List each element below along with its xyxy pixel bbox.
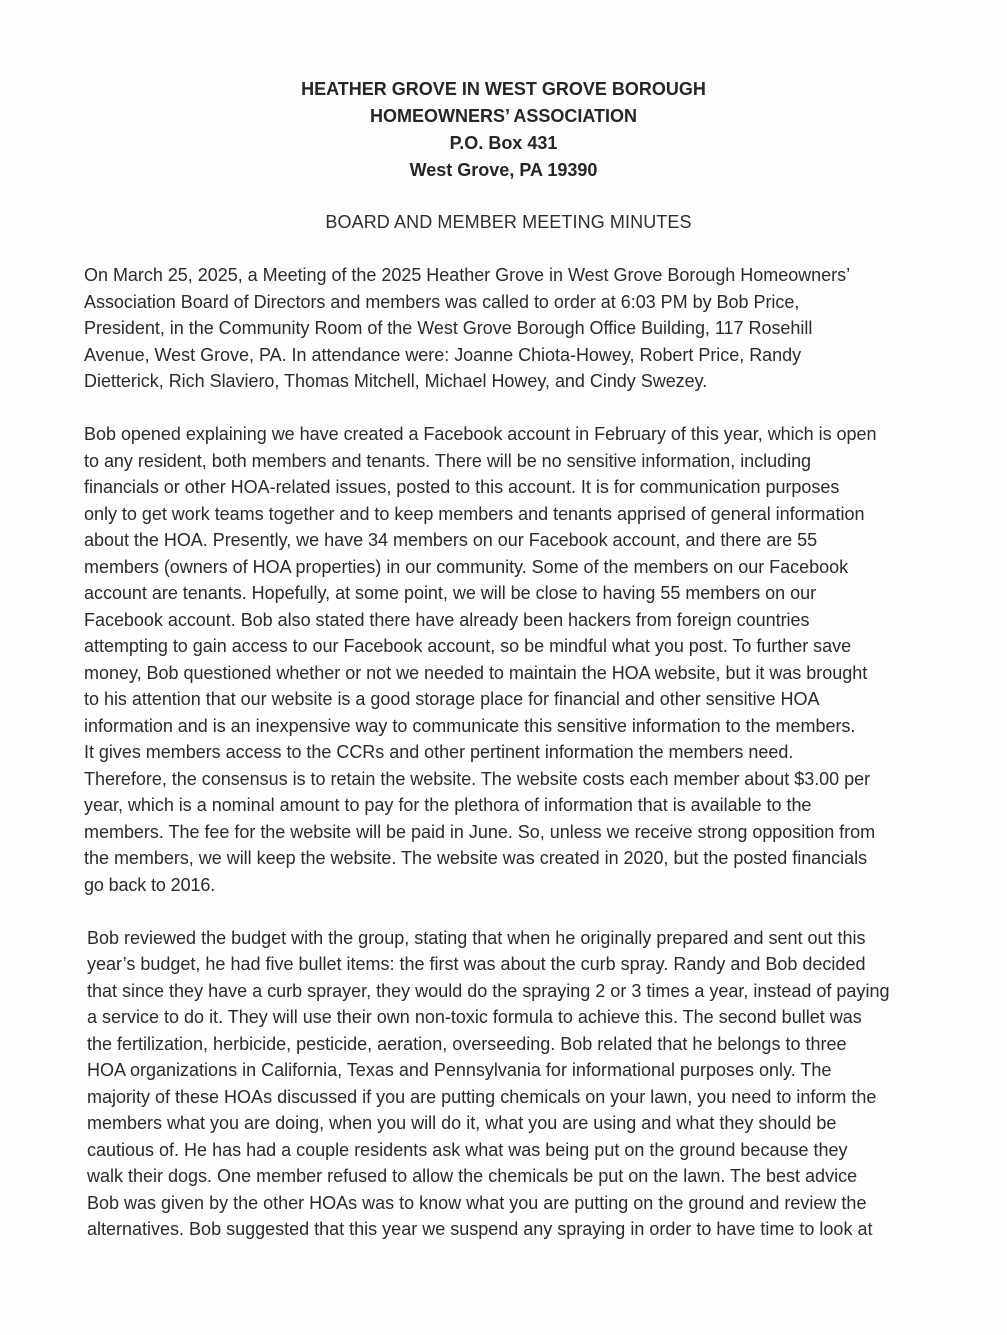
text-line: to any resident, both members and tenants. There will be no sensitive information, including xyxy=(84,450,812,471)
text-line: go back to 2016. xyxy=(84,874,216,895)
text-line: Dietterick, Rich Slaviero, Thomas Mitchell, Michael Howey, and Cindy Swezey. xyxy=(84,371,708,391)
text-line: that since they have a curb sprayer, they would do the spraying 2 or 3 times a year, instead of paying xyxy=(87,980,890,1001)
letterhead xyxy=(0,76,1007,184)
text-line: walk their dogs. One member refused to allow the chemicals be put on the lawn. The best advice xyxy=(87,1166,858,1186)
text-line: Bob reviewed the budget with the group, stating that when he originally prepared and sent out this xyxy=(87,927,866,948)
text-line: Bob opened explaining we have created a Facebook account in February of this year, which is open xyxy=(84,424,877,444)
paragraph-budget-review xyxy=(84,925,944,1243)
text-line: Avenue, West Grove, PA. In attendance were: Joanne Chiota-Howey, Robert Price, Randy xyxy=(84,344,802,365)
text-line: attempting to gain access to our Facebook account, so be mindful what you post. To further save xyxy=(84,636,852,656)
text-line: information and is an inexpensive way to communicate this sensitive information to the members. xyxy=(84,715,856,736)
association-name-line-1: HEATHER GROVE IN WEST GROVE BOROUGH xyxy=(301,79,706,99)
text-line: money, Bob questioned whether or not we needed to maintain the HOA website, but it was brought xyxy=(84,662,868,683)
text-line: financials or other HOA-related issues, posted to this account. It is for communication purposes xyxy=(84,477,840,497)
text-line: Therefore, the consensus is to retain the website. The website costs each member about $3.00 per xyxy=(84,768,871,789)
text-line: only to get work teams together and to keep members and tenants apprised of general information xyxy=(84,503,865,524)
text-line: members. The fee for the website will be paid in June. So, unless we receive strong opposition from xyxy=(84,821,876,842)
text-line: On March 25, 2025, a Meeting of the 2025 Heather Grove in West Grove Borough Homeowners’ xyxy=(84,265,851,285)
text-line: cautious of. He has had a couple residents ask what was being put on the ground because they xyxy=(87,1139,848,1160)
text-line: to his attention that our website is a good storage place for financial and other sensitive HOA xyxy=(84,689,820,709)
minutes-body xyxy=(84,262,944,1269)
text-line: the members, we will keep the website. The website was created in 2020, but the posted financials xyxy=(84,848,868,868)
text-line: the fertilization, herbicide, pesticide, aeration, overseeding. Bob related that he belongs to three xyxy=(87,1033,847,1054)
po-box: P.O. Box 431 xyxy=(449,133,558,153)
text-line: a service to do it. They will use their own non-toxic formula to achieve this. The second bullet was xyxy=(87,1007,862,1027)
text-line: about the HOA. Presently, we have 34 members on our Facebook account, and there are 55 xyxy=(84,530,818,550)
text-line: Facebook account. Bob also stated there have already been hackers from foreign countries xyxy=(84,609,810,630)
text-line: Bob was given by the other HOAs was to know what you are putting on the ground and review the xyxy=(87,1192,867,1213)
text-line: It gives members access to the CCRs and other pertinent information the members need. xyxy=(84,742,794,762)
text-line: majority of these HOAs discussed if you are putting chemicals on your lawn, you need to inform the xyxy=(87,1086,877,1107)
document-title: BOARD AND MEMBER MEETING MINUTES xyxy=(325,212,692,232)
text-line: HOA organizations in California, Texas and Pennsylvania for informational purposes only. The xyxy=(87,1060,832,1080)
city-state-zip: West Grove, PA 19390 xyxy=(409,160,598,180)
text-line: Association Board of Directors and members was called to order at 6:03 PM by Bob Price, xyxy=(84,291,800,312)
text-line: account are tenants. Hopefully, at some point, we will be close to having 55 members on our xyxy=(84,583,817,603)
association-name-line-2: HOMEOWNERS’ ASSOCIATION xyxy=(369,106,637,126)
text-line: alternatives. Bob suggested that this year we suspend any spraying in order to have time to look at xyxy=(87,1219,873,1239)
text-line: year’s budget, he had five bullet items: the first was about the curb spray. Randy and Bob decided xyxy=(87,954,866,974)
text-line: year, which is a nominal amount to pay for the plethora of information that is available to the xyxy=(84,795,812,815)
text-line: members what you are doing, when you will do it, what you are using and what they should be xyxy=(87,1113,837,1133)
paragraph-facebook-website xyxy=(84,421,944,898)
text-line: members (owners of HOA properties) in our community. Some of the members on our Facebook xyxy=(84,556,849,577)
text-line: President, in the Community Room of the West Grove Borough Office Building, 117 Rosehill xyxy=(84,318,813,338)
paragraph-call-to-order xyxy=(84,262,944,395)
